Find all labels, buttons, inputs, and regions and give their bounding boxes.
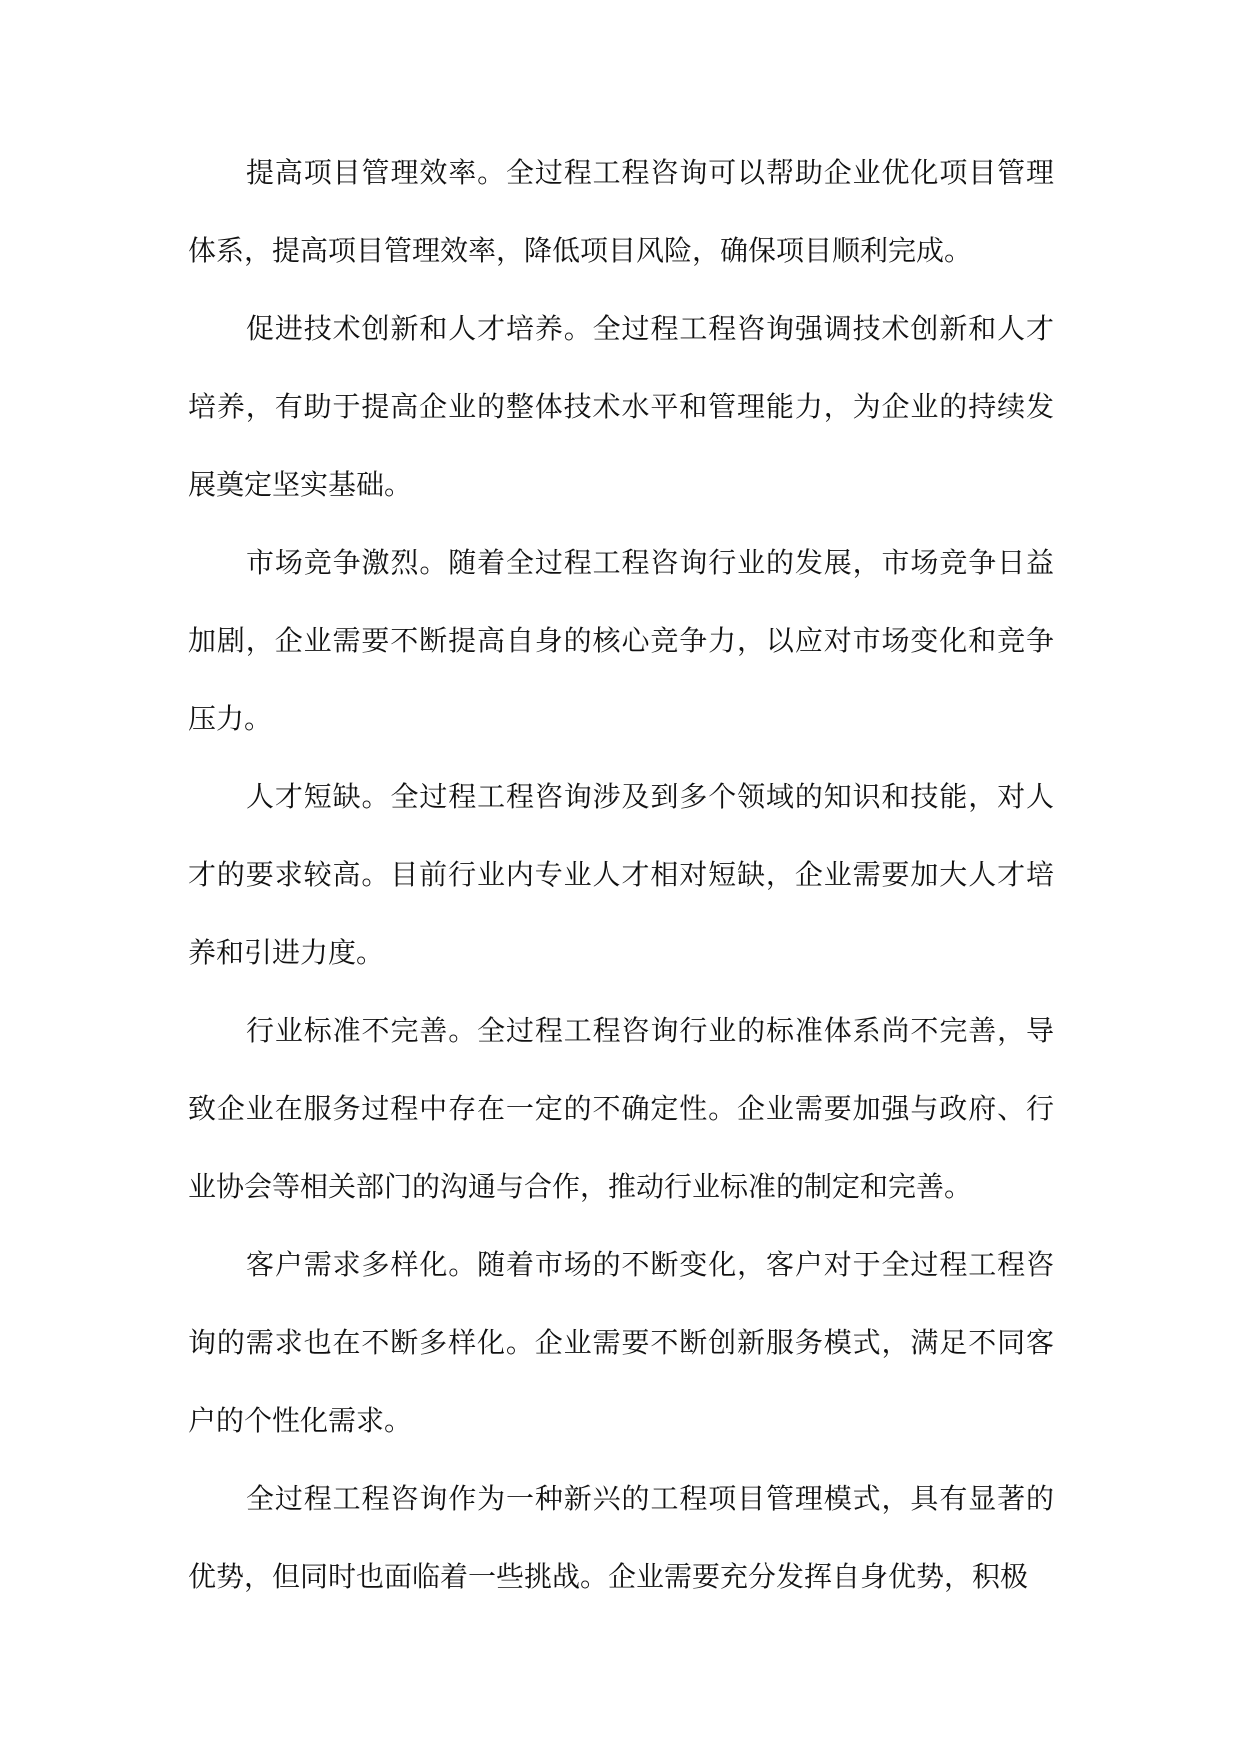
paragraph-talent-shortage: 人才短缺。全过程工程咨询涉及到多个领域的知识和技能，对人才的要求较高。目前行业内专业人才相对短缺，企业需要加大人才培养和引进力度。 xyxy=(188,780,1054,969)
paragraph-conclusion: 全过程工程咨询作为一种新兴的工程项目管理模式，具有显著的优势，但同时也面临着一些挑战。企业需要充分发挥自身优势，积极 xyxy=(188,1482,1054,1593)
paragraph-customer-needs: 客户需求多样化。随着市场的不断变化，客户对于全过程工程咨询的需求也在不断多样化。企业需要不断创新服务模式，满足不同客户的个性化需求。 xyxy=(188,1248,1054,1437)
paragraph-efficiency: 提高项目管理效率。全过程工程咨询可以帮助企业优化项目管理体系，提高项目管理效率，降低项目风险，确保项目顺利完成。 xyxy=(188,156,1054,267)
document-body xyxy=(188,134,1054,1616)
paragraph-innovation: 促进技术创新和人才培养。全过程工程咨询强调技术创新和人才培养，有助于提高企业的整体技术水平和管理能力，为企业的持续发展奠定坚实基础。 xyxy=(188,312,1054,501)
paragraph-standards: 行业标准不完善。全过程工程咨询行业的标准体系尚不完善，导致企业在服务过程中存在一定的不确定性。企业需要加强与政府、行业协会等相关部门的沟通与合作，推动行业标准的制定和完善。 xyxy=(188,1014,1054,1203)
paragraph-competition: 市场竞争激烈。随着全过程工程咨询行业的发展，市场竞争日益加剧，企业需要不断提高自身的核心竞争力，以应对市场变化和竞争压力。 xyxy=(188,546,1054,735)
